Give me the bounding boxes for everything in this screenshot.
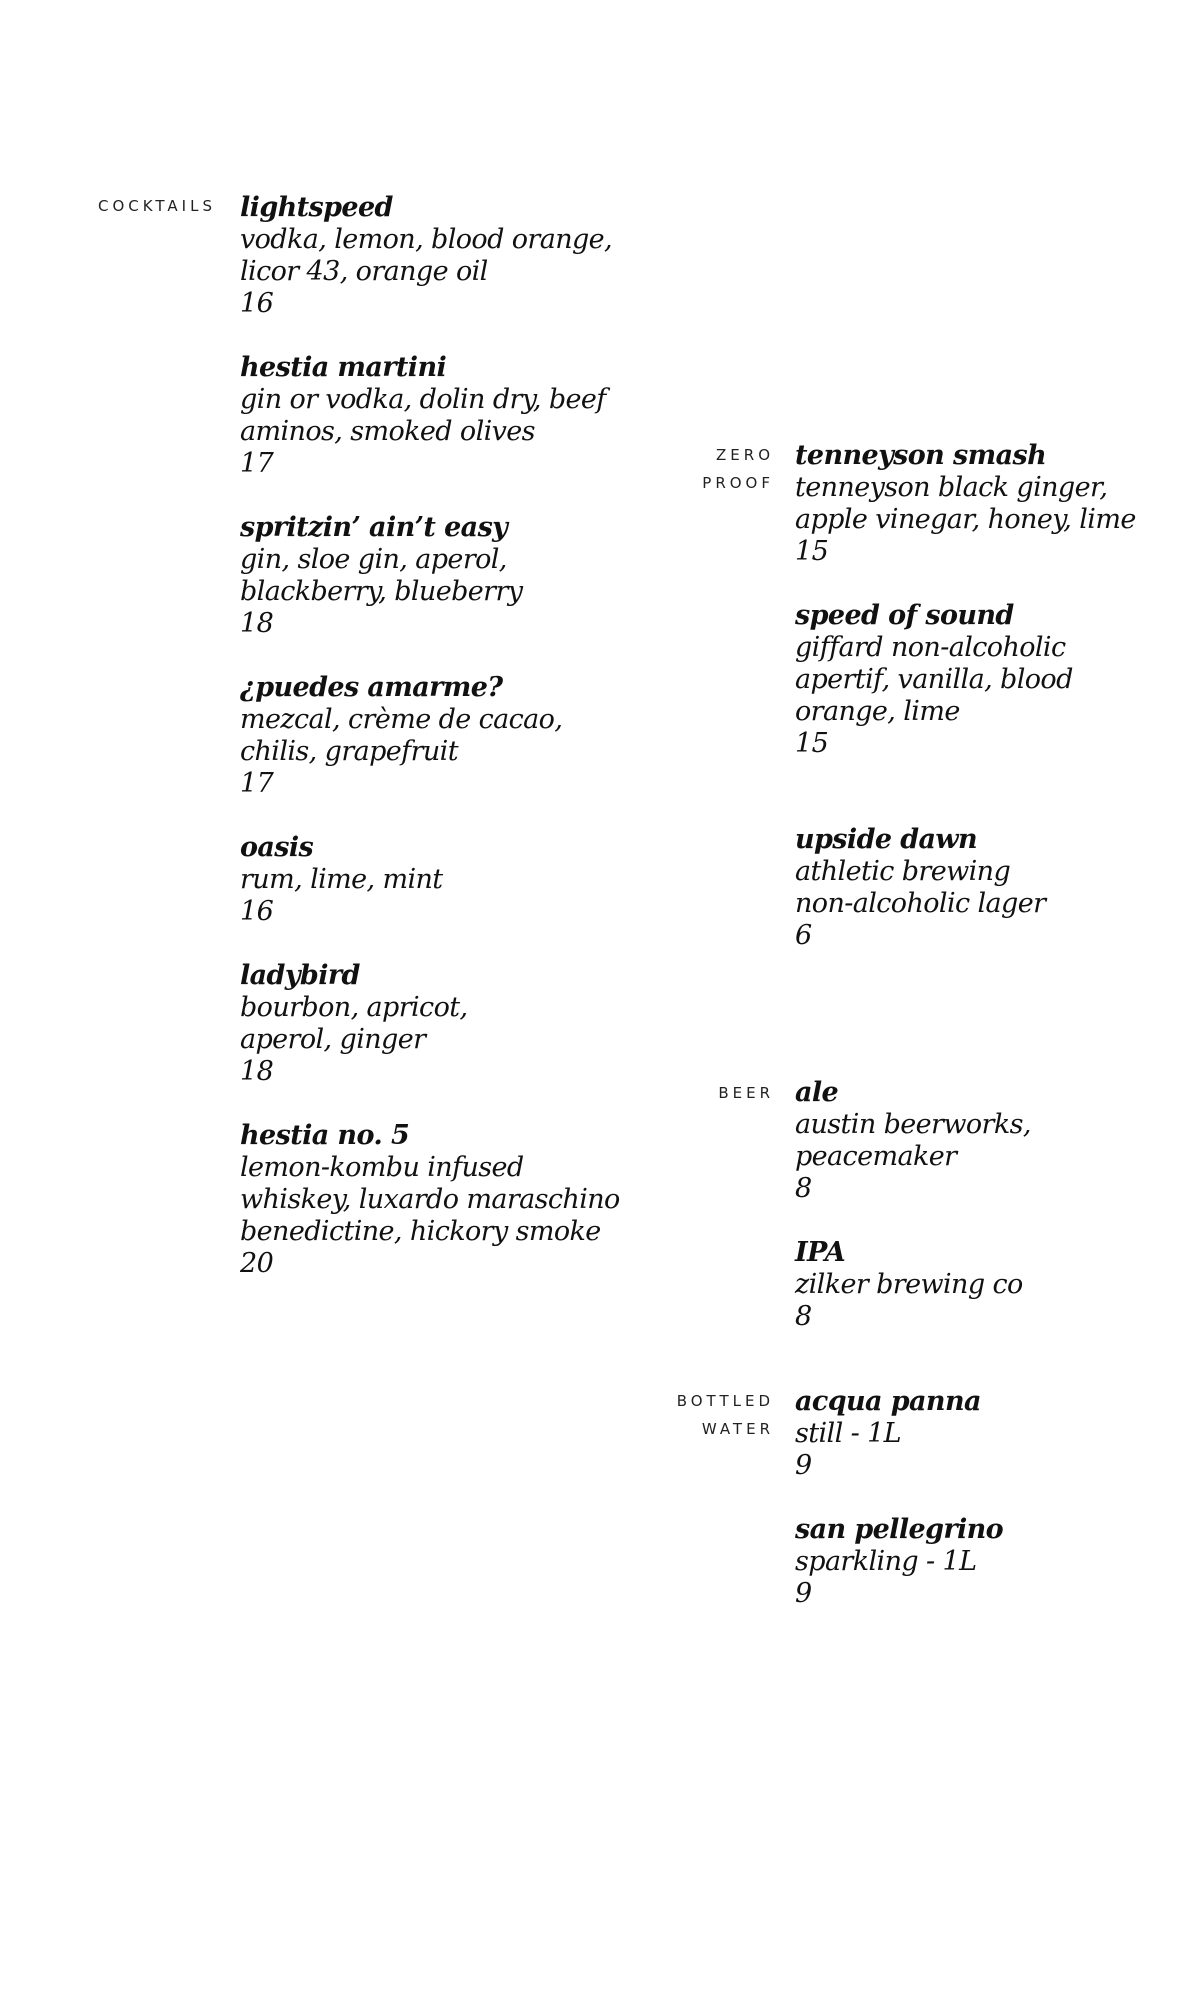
menu-item: [795, 1386, 981, 1482]
item-price: 18: [240, 608, 274, 639]
section-label-beer: BEER: [718, 1084, 774, 1102]
item-name: acqua panna: [795, 1386, 981, 1417]
label-line: ZERO: [716, 446, 774, 464]
item-price: 8: [795, 1173, 812, 1204]
item-description: licor 43, orange oil: [240, 256, 488, 287]
item-description: bourbon, apricot,: [240, 992, 468, 1023]
item-price: 9: [795, 1450, 812, 1481]
item-price: 6: [795, 920, 812, 951]
item-description: whiskey, luxardo maraschino: [240, 1184, 620, 1215]
item-name: ¿puedes amarme?: [240, 672, 503, 703]
item-description: gin or vodka, dolin dry, beef: [240, 384, 606, 415]
item-description: mezcal, crème de cacao,: [240, 704, 563, 735]
menu-item: [795, 824, 1045, 952]
item-description: aperol, ginger: [240, 1024, 426, 1055]
item-name: ladybird: [240, 960, 360, 991]
item-description: aminos, smoked olives: [240, 416, 535, 447]
label-line: BOTTLED: [676, 1392, 774, 1410]
menu-item: [240, 352, 606, 480]
item-description: zilker brewing co: [795, 1269, 1023, 1300]
menu-item: [795, 1514, 1003, 1610]
item-description: tenneyson black ginger,: [795, 472, 1108, 503]
item-description: benedictine, hickory smoke: [240, 1216, 601, 1247]
item-price: 17: [240, 768, 274, 799]
item-description: still - 1L: [795, 1418, 902, 1449]
item-name: hestia no. 5: [240, 1120, 410, 1151]
item-name: oasis: [240, 832, 314, 863]
label-line: PROOF: [702, 474, 774, 492]
menu-item: [240, 672, 562, 800]
menu-item: [240, 192, 612, 320]
item-description: rum, lime, mint: [240, 864, 443, 895]
item-description: peacemaker: [795, 1141, 957, 1172]
item-name: spritzin’ ain’t easy: [240, 512, 508, 543]
menu-item: [795, 440, 1136, 568]
item-price: 16: [240, 288, 274, 319]
item-price: 15: [795, 536, 829, 567]
menu-item: [795, 1077, 1031, 1205]
item-description: austin beerworks,: [795, 1109, 1031, 1140]
item-description: apertif, vanilla, blood: [795, 664, 1073, 695]
item-description: chilis, grapefruit: [240, 736, 458, 767]
item-name: hestia martini: [240, 352, 447, 383]
label-line: WATER: [701, 1420, 774, 1438]
item-price: 16: [240, 896, 274, 927]
menu-item: [240, 960, 467, 1088]
item-price: 18: [240, 1056, 274, 1087]
item-description: lemon-kombu infused: [240, 1152, 524, 1183]
item-price: 9: [795, 1578, 812, 1609]
item-name: tenneyson smash: [795, 440, 1047, 471]
item-description: sparkling - 1L: [795, 1546, 977, 1577]
item-description: athletic brewing: [795, 856, 1011, 887]
item-description: non-alcoholic lager: [795, 888, 1046, 919]
section-label-bottled-water: [574, 1387, 774, 1443]
menu-item: [795, 1237, 1023, 1333]
item-description: blackberry, blueberry: [240, 576, 523, 607]
section-label-cocktails: COCKTAILS: [98, 197, 216, 215]
item-name: ale: [795, 1077, 839, 1108]
item-name: san pellegrino: [795, 1514, 1004, 1545]
item-description: orange, lime: [795, 696, 960, 727]
item-description: gin, sloe gin, aperol,: [240, 544, 507, 575]
menu-item: [795, 600, 1073, 760]
item-name: upside dawn: [795, 824, 978, 855]
menu-item: [240, 512, 522, 640]
item-price: 8: [795, 1301, 812, 1332]
item-name: lightspeed: [240, 192, 393, 223]
item-description: vodka, lemon, blood orange,: [240, 224, 613, 255]
menu-item: [240, 1120, 620, 1280]
item-price: 15: [795, 728, 829, 759]
item-price: 17: [240, 448, 274, 479]
item-price: 20: [240, 1248, 274, 1279]
menu-item: [240, 832, 443, 928]
item-name: speed of sound: [795, 600, 1014, 631]
item-description: apple vinegar, honey, lime: [795, 504, 1136, 535]
item-name: IPA: [795, 1237, 846, 1268]
section-label-zero-proof: [574, 441, 774, 497]
item-description: giffard non-alcoholic: [795, 632, 1066, 663]
